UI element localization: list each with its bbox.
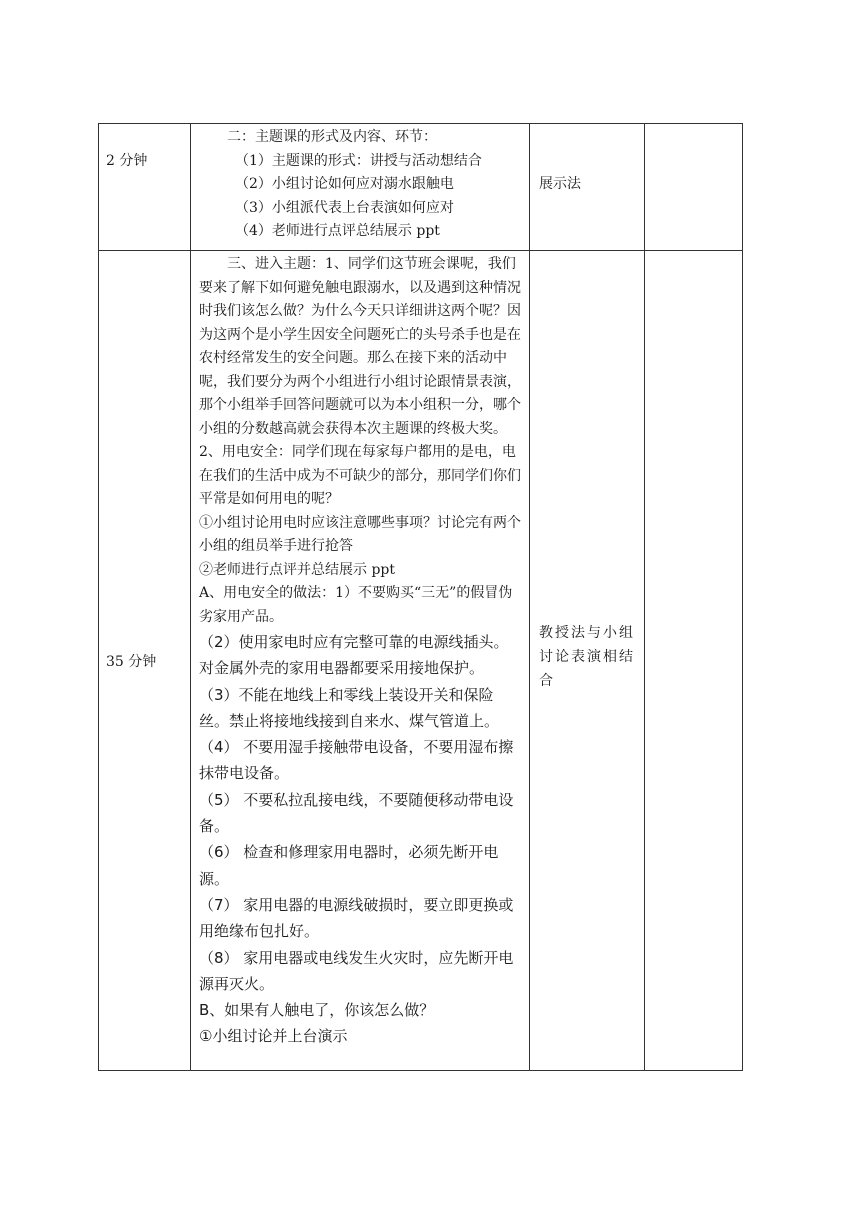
time-cell: 35 分钟 (99, 251, 191, 1071)
intro-paragraph: 三、进入主题：1、同学们这节班会课呢，我们要来了解下如何避免触电跟溺水，以及遇到这种情况时我们该怎么做？为什么今天只详细讲这两个呢？因为这两个是小学生因安全问题死亡的头号杀手也是在农村经常发生的安全问题。那么在接下来的活动中呢，我们要分为两个小组进行小组讨论跟情景表演，那个小组举手回答问题就可以为本小组积一分，哪个小组的分数越高就会获得本次主题课的终极大奖。 (199, 256, 521, 437)
content-cell (191, 124, 530, 251)
list-item: （6） 检查和修理家用电器时，必须先断开电源。 (199, 843, 499, 888)
table-row (99, 251, 743, 1071)
method-cell: 教授法与小组讨论表演相结合 (530, 251, 645, 1071)
list-item: （4） 不要用湿手接触带电设备，不要用湿布擦抹带电设备。 (199, 738, 514, 783)
list-item: （5） 不要私拉乱接电线，不要随便移动带电设备。 (199, 790, 514, 836)
list-item: （4）老师进行点评总结展示 ppt (235, 223, 440, 239)
method-cell: 展示法 (530, 124, 645, 251)
demo-paragraph: ①小组讨论并上台演示 (199, 1027, 348, 1046)
discussion-paragraph: ①小组讨论用电时应该注意哪些事项？讨论完有两个小组的组员举手进行抢答 (199, 514, 521, 554)
content-cell (191, 251, 530, 1071)
section-heading: 二：主题课的形式及内容、环节： (227, 129, 437, 145)
review-paragraph: ②老师进行点评并总结展示 ppt (199, 561, 395, 578)
safety-a-heading: A、用电安全的做法：1）不要购买“三无”的假冒伪劣家用产品。 (199, 585, 513, 625)
list-item: （3）小组派代表上台表演如何应对 (235, 199, 454, 216)
safety-b-heading: B、如果有人触电了，你该怎么做？ (199, 1001, 435, 1020)
list-item: （2）使用家电时应有完整可靠的电源线插头。对金属外壳的家用电器都要采用接地保护。 (199, 633, 509, 678)
table-row (99, 124, 743, 251)
list-item: （1）主题课的形式：讲授与活动想结合 (235, 152, 482, 169)
list-item: （7） 家用电器的电源线破损时，要立即更换或用绝缘布包扎好。 (199, 895, 514, 941)
list-item: （2）小组讨论如何应对溺水跟触电 (235, 176, 454, 192)
list-item: （8） 家用电器或电线发生火灾时，应先断开电源再灭火。 (199, 948, 514, 993)
list-item: （3）不能在地线上和零线上装设开关和保险丝。禁止将接地线接到自来水、煤气管道上。 (199, 685, 500, 730)
notes-cell (645, 251, 743, 1071)
notes-cell (645, 124, 743, 251)
electric-safety-paragraph: 2、用电安全：同学们现在每家每户都用的是电，电在我们的生活中成为不可缺少的部分，那同学们你们平常是如何用电的呢？ (199, 444, 521, 507)
time-cell: 2 分钟 (99, 124, 191, 251)
lesson-plan-table (98, 123, 743, 1071)
